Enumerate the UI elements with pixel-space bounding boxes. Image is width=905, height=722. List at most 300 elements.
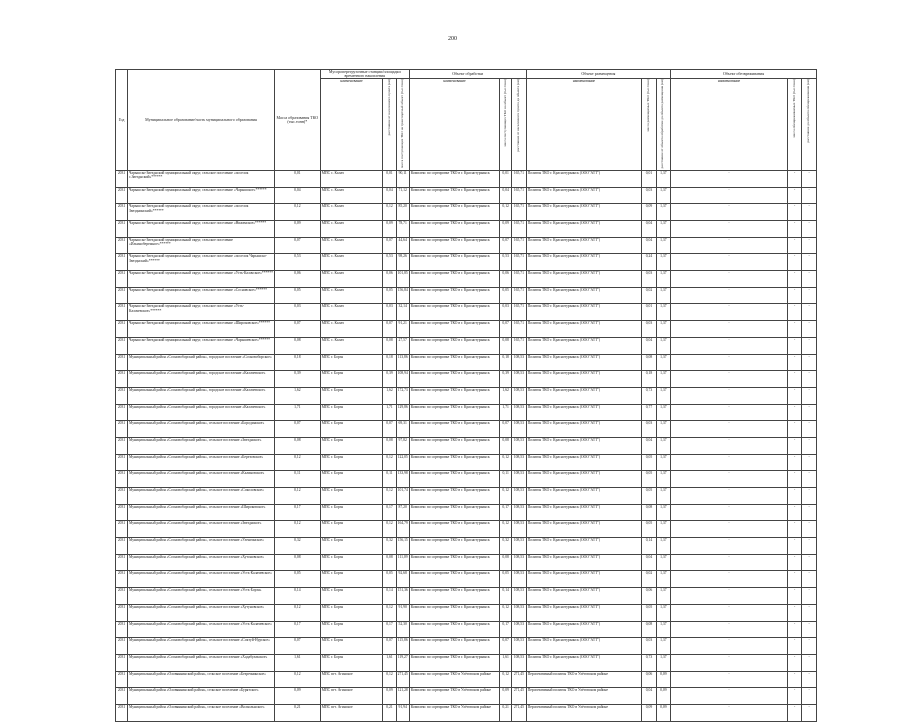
cell-mass: 0,12 [274, 204, 320, 221]
cell-neut-mass: - [787, 621, 801, 638]
cell-mass: 0,12 [274, 488, 320, 505]
table-row [116, 304, 817, 321]
cell-treatment: Комплекс по сортировке ТКО в г. Краснотурьинск [409, 471, 499, 488]
cell-neut-dist: - [802, 371, 817, 388]
cell-neut-mass: - [787, 421, 801, 438]
cell-station-dist: 0,14 [383, 588, 396, 605]
cell-station-dist: 0,09 [383, 221, 396, 238]
cell-year: 2031 [116, 588, 128, 605]
cell-year: 2031 [116, 221, 128, 238]
cell-neut-dist: - [802, 538, 817, 555]
cell-mo: Муниципальный район «Сосновоборский район», сельское поселение «Соколовское» [128, 488, 275, 505]
cell-year: 2031 [116, 688, 128, 705]
cell-station: МПС г. Борзя [320, 371, 383, 388]
cell-place-dist: 0,09 [656, 688, 670, 705]
cell-treatment: Комплекс по сортировке ТКО в г. Краснотурьинск [409, 554, 499, 571]
cell-treat-mass: 0,14 [500, 588, 512, 605]
cell-year: 2031 [116, 621, 128, 638]
cell-neut-mass: - [787, 688, 801, 705]
cell-neut-dist: - [802, 471, 817, 488]
cell-neut-name: - [671, 187, 788, 204]
cell-treat-dist: 165,71 [512, 221, 526, 238]
cell-neut-name: - [671, 571, 788, 588]
cell-treat-dist: 165,71 [512, 271, 526, 288]
header-group-row [116, 70, 817, 79]
cell-treat-mass: 0,01 [500, 170, 512, 187]
cell-treat-mass: 0,08 [500, 437, 512, 454]
cell-station-mass: 122,05 [396, 454, 409, 471]
col-group-station: Мусороперегрузочные станции/площадки временного накопления [320, 70, 409, 79]
cell-treatment: Комплекс по сортировке ТКО в г. Краснотурьинск [409, 621, 499, 638]
cell-year: 2031 [116, 654, 128, 671]
cell-mass: 0,12 [274, 521, 320, 538]
cell-station-mass: 91,21 [396, 321, 409, 338]
cell-mass: 0,17 [274, 621, 320, 638]
cell-station-dist: 0,12 [383, 454, 396, 471]
cell-mass: 0,39 [274, 371, 320, 388]
cell-year: 2031 [116, 554, 128, 571]
cell-station-dist: 0,17 [383, 621, 396, 638]
table-row [116, 170, 817, 187]
table-row [116, 437, 817, 454]
cell-treatment: Комплекс по сортировке ТКО в г. Краснотурьинск [409, 371, 499, 388]
cell-treat-dist: 271,45 [512, 688, 526, 705]
cell-place-mass: 0,04 [642, 221, 656, 238]
cell-mass: 0,08 [274, 337, 320, 354]
cell-station: МПС г. Борзя [320, 387, 383, 404]
cell-year: 2031 [116, 387, 128, 404]
cell-placement: Полигон ТКО г. Краснотурьинск (ООО"АТТ") [526, 654, 642, 671]
cell-station-mass: 44,64 [396, 237, 409, 254]
cell-mo: Чарышско-Звезднский муниципальный округ, сельское поселение «поселок Чарышско-Звезднский»****** [128, 254, 275, 271]
cell-place-dist: 1,37 [656, 404, 670, 421]
cell-station-mass: 115,86 [396, 638, 409, 655]
cell-mo: Муниципальный район «Сосновоборский район», сельское поселение «Соктуй-Нурское» [128, 638, 275, 655]
cell-place-dist: 1,37 [656, 454, 670, 471]
cell-mass: 0,09 [274, 221, 320, 238]
cell-station-mass: 91,94 [396, 704, 409, 721]
cell-mass: 0,05 [274, 571, 320, 588]
cell-mo: Муниципальный район «Сосновоборский район», городское поселение «Сосновоборское» [128, 354, 275, 371]
cell-station-dist: 0,07 [383, 421, 396, 438]
cell-station-dist: 0,05 [383, 571, 396, 588]
cell-place-dist: 1,37 [656, 337, 670, 354]
cell-neut-mass: - [787, 337, 801, 354]
cell-station-dist: 0,07 [383, 321, 396, 338]
cell-place-mass: 0,05 [642, 521, 656, 538]
cell-treatment: Комплекс по сортировке ТКО в г. Краснотурьинск [409, 337, 499, 354]
cell-placement: Полигон ТКО г. Краснотурьинск (ООО"АТТ") [526, 304, 642, 321]
cell-station-mass: 121,28 [396, 688, 409, 705]
cell-year: 2031 [116, 254, 128, 271]
cell-treat-mass: 0,32 [500, 538, 512, 555]
table-row [116, 638, 817, 655]
cell-placement: Полигон ТКО г. Краснотурьинск (ООО"АТТ") [526, 254, 642, 271]
cell-mo: Муниципальный район «Оловяннинский район», сельское поселение «Волкольнское» [128, 704, 275, 721]
cell-mo: Муниципальный район «Сосновоборский район», городское поселение «Калачевское» [128, 404, 275, 421]
cell-year: 2031 [116, 170, 128, 187]
cell-treat-dist: 108,53 [512, 554, 526, 571]
cell-treatment: Комплекс по сортировке ТКО в г. Краснотурьинск [409, 488, 499, 505]
cell-station: МПС с. Калач [320, 237, 383, 254]
cell-treat-mass: 0,12 [500, 204, 512, 221]
cell-mo: Чарышско-Звезднский муниципальный округ, сельское поселение «поселок с.Звезднский»****** [128, 170, 275, 187]
cell-mo: Чарышско-Звезднский муниципальный округ, сельское поселение «Ниженское»****** [128, 221, 275, 238]
cell-station: МПС г. Борзя [320, 638, 383, 655]
cell-station: МПС г. Борзя [320, 488, 383, 505]
table-row [116, 371, 817, 388]
cell-treat-dist: 108,53 [512, 437, 526, 454]
cell-neut-name: - [671, 521, 788, 538]
cell-treat-mass: 0,39 [500, 371, 512, 388]
cell-mass: 0,06 [274, 271, 320, 288]
cell-neut-dist: - [802, 488, 817, 505]
cell-year: 2031 [116, 538, 128, 555]
cell-placement: Полигон ТКО г. Краснотурьинск (ООО"АТТ") [526, 621, 642, 638]
cell-station-dist: 0,12 [383, 604, 396, 621]
cell-neut-name: - [671, 504, 788, 521]
cell-station-mass: 32,14 [396, 304, 409, 321]
cell-station: МПС г. Борзя [320, 621, 383, 638]
cell-neut-mass: - [787, 321, 801, 338]
cell-station: МПС г. Борзя [320, 471, 383, 488]
table-body [116, 170, 817, 721]
cell-neut-name: - [671, 237, 788, 254]
table-row [116, 221, 817, 238]
cell-station: МПС с. Калач [320, 304, 383, 321]
cell-station-mass: 156,84 [396, 287, 409, 304]
cell-station: МПС г. Борзя [320, 588, 383, 605]
cell-placement: Полигон ТКО г. Краснотурьинск (ООО"АТТ") [526, 504, 642, 521]
cell-station-dist: 1,61 [383, 654, 396, 671]
cell-place-dist: 1,37 [656, 221, 670, 238]
cell-neut-dist: - [802, 437, 817, 454]
cell-station: МПС пгт. Агинское [320, 671, 383, 688]
cell-neut-mass: - [787, 538, 801, 555]
cell-mass: 0,32 [274, 538, 320, 555]
cell-neut-dist: - [802, 387, 817, 404]
cell-station-dist: 0,08 [383, 554, 396, 571]
cell-neut-name: - [671, 421, 788, 438]
cell-place-dist: 1,37 [656, 271, 670, 288]
cell-station-mass: 69,31 [396, 421, 409, 438]
cell-mass: 0,07 [274, 321, 320, 338]
cell-mo: Муниципальный район «Оловяннинский район», сельское поселение «Бурятское» [128, 688, 275, 705]
cell-treatment: Комплекс по сортировке ТКО в г. Краснотурьинск [409, 204, 499, 221]
cell-neut-name: - [671, 488, 788, 505]
cell-place-mass: 0,02 [642, 571, 656, 588]
cell-place-mass: 0,05 [642, 604, 656, 621]
cell-station-mass: 271,45 [396, 671, 409, 688]
cell-station-dist: 0,09 [383, 688, 396, 705]
cell-station: МПС г. Борзя [320, 437, 383, 454]
cell-treat-dist: 108,53 [512, 471, 526, 488]
cell-station: МПС г. Борзя [320, 538, 383, 555]
cell-station-mass: 91,90 [396, 604, 409, 621]
cell-place-mass: 0,14 [642, 538, 656, 555]
cell-place-mass: 0,06 [642, 671, 656, 688]
cell-treatment: Комплекс по сортировке ТКО в Улётовском районе [409, 671, 499, 688]
cell-mo: Чарышско-Звезднский муниципальный округ, сельское поселение «Усть-Калачское»****** [128, 271, 275, 288]
cell-treatment: Комплекс по сортировке ТКО в Улётовском районе [409, 688, 499, 705]
cell-treat-mass: 0,07 [500, 237, 512, 254]
cell-neut-dist: - [802, 571, 817, 588]
cell-place-dist: 1,37 [656, 321, 670, 338]
cell-place-dist: 1,37 [656, 538, 670, 555]
cell-treat-dist: 108,53 [512, 387, 526, 404]
cell-year: 2031 [116, 704, 128, 721]
cell-mo: Чарышско-Звезднский муниципальный округ, сельское поселение «Усть-Калачевское»****** [128, 304, 275, 321]
cell-station-mass: 87,20 [396, 504, 409, 521]
cell-neut-dist: - [802, 521, 817, 538]
cell-station-dist: 0,07 [383, 237, 396, 254]
cell-placement: Полигон ТКО г. Краснотурьинск (ООО"АТТ") [526, 354, 642, 371]
cell-treat-mass: 1,62 [500, 387, 512, 404]
cell-treatment: Комплекс по сортировке ТКО в г. Краснотурьинск [409, 571, 499, 588]
cell-neut-mass: - [787, 204, 801, 221]
cell-treat-mass: 0,08 [500, 337, 512, 354]
cell-station-dist: 0,08 [383, 337, 396, 354]
table-row [116, 337, 817, 354]
cell-place-mass: 0,08 [642, 621, 656, 638]
cell-treat-dist: 108,53 [512, 638, 526, 655]
cell-station: МПС г. Борзя [320, 571, 383, 588]
cell-station-dist: 0,07 [383, 638, 396, 655]
cell-treat-mass: 0,12 [500, 488, 512, 505]
cell-year: 2031 [116, 287, 128, 304]
cell-station-mass: 92,68 [396, 571, 409, 588]
cell-mass: 1,62 [274, 387, 320, 404]
cell-station-dist: 0,21 [383, 704, 396, 721]
table-row [116, 454, 817, 471]
cell-station-mass: 172,73 [396, 387, 409, 404]
cell-mo: Муниципальный район «Сосновоборский район», сельское поселение «Широковское» [128, 504, 275, 521]
cell-treatment: Комплекс по сортировке ТКО в г. Краснотурьинск [409, 271, 499, 288]
cell-mo: Муниципальный район «Сосновоборский район», сельское поселение «Уленгинское» [128, 538, 275, 555]
cell-station-mass: 111,09 [396, 554, 409, 571]
cell-mass: 0,14 [274, 588, 320, 605]
cell-mo: Муниципальный район «Сосновоборский район», городское поселение «Калачевское» [128, 387, 275, 404]
cell-placement: Полигон ТКО г. Краснотурьинск (ООО"АТТ") [526, 588, 642, 605]
cell-mass: 0,11 [274, 471, 320, 488]
cell-neut-mass: - [787, 488, 801, 505]
cell-station-dist: 1,71 [383, 404, 396, 421]
table-row [116, 654, 817, 671]
cell-station-dist: 0,53 [383, 254, 396, 271]
cell-neut-mass: - [787, 287, 801, 304]
cell-neut-name: - [671, 704, 788, 721]
cell-neut-mass: - [787, 654, 801, 671]
cell-treat-mass: 0,09 [500, 221, 512, 238]
cell-placement: Полигон ТКО г. Краснотурьинск (ООО"АТТ") [526, 187, 642, 204]
cell-place-dist: 1,37 [656, 387, 670, 404]
cell-station-dist: 0,12 [383, 204, 396, 221]
cell-place-mass: 0,03 [642, 421, 656, 438]
cell-neut-mass: - [787, 387, 801, 404]
cell-mass: 0,53 [274, 254, 320, 271]
cell-treatment: Комплекс по сортировке ТКО в г. Краснотурьинск [409, 437, 499, 454]
cell-mass: 0,09 [274, 688, 320, 705]
cell-year: 2031 [116, 638, 128, 655]
cell-mo: Муниципальный район «Сосновоборский район», сельское поселение «Звезднское» [128, 437, 275, 454]
cell-station: МПС с. Калач [320, 170, 383, 187]
cell-place-mass: 0,02 [642, 287, 656, 304]
table-row [116, 354, 817, 371]
cell-mass: 0,17 [274, 504, 320, 521]
cell-mo: Муниципальный район «Сосновоборский район», сельское поселение «Усть-Калачевское» [128, 621, 275, 638]
cell-placement: Полигон ТКО г. Краснотурьинск (ООО"АТТ") [526, 538, 642, 555]
cell-station-mass: 27,57 [396, 337, 409, 354]
cell-place-dist: 1,37 [656, 621, 670, 638]
col-neut-dist: расстояние до объекта обезвреживания (км) [802, 79, 817, 171]
table-row [116, 571, 817, 588]
cell-neut-dist: - [802, 404, 817, 421]
cell-neut-mass: - [787, 604, 801, 621]
cell-mo: Муниципальный район «Сосновоборский район», сельское поселение «Хадабулакское» [128, 654, 275, 671]
col-group-treatment: Объект обработки [409, 70, 526, 79]
cell-placement: Полигон ТКО г. Краснотурьинск (ООО"АТТ") [526, 454, 642, 471]
cell-mo: Чарышско-Звезднский муниципальный округ, сельское поселение «Сосновское»****** [128, 287, 275, 304]
table-row [116, 521, 817, 538]
cell-placement: Перспективный полигон ТКО в Улётовском районе [526, 671, 642, 688]
cell-station-dist: 0,12 [383, 521, 396, 538]
cell-year: 2031 [116, 237, 128, 254]
cell-station: МПС с. Калач [320, 187, 383, 204]
col-station-mass: масса поступающих ТКО на транспортный объект (тыс.тонн) [396, 79, 409, 171]
cell-treatment: Комплекс по сортировке ТКО в г. Краснотурьинск [409, 287, 499, 304]
cell-neut-mass: - [787, 437, 801, 454]
cell-neut-name: - [671, 354, 788, 371]
cell-neut-mass: - [787, 371, 801, 388]
cell-place-dist: 1,37 [656, 471, 670, 488]
cell-place-dist: 1,37 [656, 604, 670, 621]
cell-neut-name: - [671, 454, 788, 471]
cell-treat-mass: 1,61 [500, 654, 512, 671]
cell-year: 2031 [116, 471, 128, 488]
cell-place-dist: 1,37 [656, 488, 670, 505]
cell-treatment: Комплекс по сортировке ТКО в г. Краснотурьинск [409, 387, 499, 404]
cell-place-dist: 0,09 [656, 671, 670, 688]
page-number: 200 [448, 36, 457, 42]
cell-neut-mass: - [787, 571, 801, 588]
cell-station: МПС г. Борзя [320, 354, 383, 371]
table-row [116, 621, 817, 638]
cell-station-mass: 98,26 [396, 254, 409, 271]
cell-place-dist: 1,37 [656, 554, 670, 571]
cell-placement: Полигон ТКО г. Краснотурьинск (ООО"АТТ") [526, 488, 642, 505]
cell-neut-name: - [671, 254, 788, 271]
cell-place-mass: 0,09 [642, 204, 656, 221]
cell-treat-dist: 108,53 [512, 538, 526, 555]
cell-treat-dist: 108,53 [512, 354, 526, 371]
cell-station: МПС г. Борзя [320, 404, 383, 421]
cell-treatment: Комплекс по сортировке ТКО в г. Краснотурьинск [409, 354, 499, 371]
table-row [116, 588, 817, 605]
cell-neut-dist: - [802, 604, 817, 621]
cell-treat-mass: 0,18 [500, 354, 512, 371]
cell-station: МПС с. Калач [320, 271, 383, 288]
cell-place-mass: 0,03 [642, 271, 656, 288]
table-row [116, 504, 817, 521]
cell-place-mass: 0,03 [642, 321, 656, 338]
cell-year: 2031 [116, 488, 128, 505]
cell-place-mass: 0,06 [642, 588, 656, 605]
cell-year: 2031 [116, 354, 128, 371]
cell-neut-mass: - [787, 504, 801, 521]
cell-station-dist: 0,12 [383, 671, 396, 688]
cell-place-dist: 1,37 [656, 254, 670, 271]
cell-mo: Муниципальный район «Сосновоборский район», сельское поселение «Хутоновское» [128, 554, 275, 571]
cell-treat-dist: 108,53 [512, 404, 526, 421]
cell-mo: Чарышско-Звезднский муниципальный округ, сельское поселение «Чарышское»****** [128, 187, 275, 204]
col-station-name: наименование [320, 79, 383, 171]
cell-station-mass: 151,36 [396, 588, 409, 605]
cell-treat-dist: 271,45 [512, 671, 526, 688]
cell-mass: 0,05 [274, 287, 320, 304]
cell-placement: Полигон ТКО г. Краснотурьинск (ООО"АТТ") [526, 371, 642, 388]
cell-mo: Муниципальный район «Сосновоборский район», сельское поселение «Березовское» [128, 454, 275, 471]
cell-place-dist: 1,37 [656, 204, 670, 221]
cell-neut-name: - [671, 437, 788, 454]
cell-placement: Полигон ТКО г. Краснотурьинск (ООО"АТТ") [526, 521, 642, 538]
cell-station-mass: 101,74 [396, 488, 409, 505]
cell-station-mass: 119,27 [396, 654, 409, 671]
cell-mass: 0,03 [274, 304, 320, 321]
cell-neut-name: - [671, 204, 788, 221]
cell-station-dist: 1,62 [383, 387, 396, 404]
cell-neut-mass: - [787, 404, 801, 421]
cell-treat-mass: 0,07 [500, 421, 512, 438]
cell-place-mass: 0,18 [642, 371, 656, 388]
cell-place-mass: 0,04 [642, 688, 656, 705]
cell-placement: Полигон ТКО г. Краснотурьинск (ООО"АТТ") [526, 221, 642, 238]
cell-place-dist: 1,37 [656, 437, 670, 454]
cell-treatment: Комплекс по сортировке ТКО в г. Краснотурьинск [409, 254, 499, 271]
cell-neut-name: - [671, 654, 788, 671]
cell-treat-mass: 0,04 [500, 187, 512, 204]
cell-station: МПС с. Калач [320, 204, 383, 221]
cell-year: 2031 [116, 404, 128, 421]
table-row [116, 287, 817, 304]
cell-neut-mass: - [787, 588, 801, 605]
table-row [116, 688, 817, 705]
cell-place-dist: 1,37 [656, 654, 670, 671]
cell-treatment: Комплекс по сортировке ТКО в Улётовском районе [409, 704, 499, 721]
cell-year: 2031 [116, 271, 128, 288]
cell-treat-mass: 0,12 [500, 521, 512, 538]
cell-place-dist: 1,37 [656, 588, 670, 605]
cell-placement: Перспективный полигон ТКО в Улётовском районе [526, 704, 642, 721]
cell-station-dist: 0,32 [383, 538, 396, 555]
cell-station-dist: 0,39 [383, 371, 396, 388]
cell-treat-mass: 0,07 [500, 638, 512, 655]
cell-neut-mass: - [787, 170, 801, 187]
cell-neut-mass: - [787, 704, 801, 721]
cell-treat-mass: 0,11 [500, 471, 512, 488]
cell-treat-dist: 108,53 [512, 521, 526, 538]
col-neut-name: наименование [671, 79, 788, 171]
cell-neut-name: - [671, 404, 788, 421]
cell-station-dist: 0,08 [383, 437, 396, 454]
cell-year: 2031 [116, 671, 128, 688]
col-year: Год [116, 70, 128, 171]
cell-neut-name: - [671, 321, 788, 338]
cell-treat-mass: 0,09 [500, 688, 512, 705]
cell-place-mass: 0,04 [642, 554, 656, 571]
col-treat-dist: расстояние от населенного пункта до объекта (км) [512, 79, 526, 171]
cell-year: 2031 [116, 321, 128, 338]
cell-neut-dist: - [802, 654, 817, 671]
